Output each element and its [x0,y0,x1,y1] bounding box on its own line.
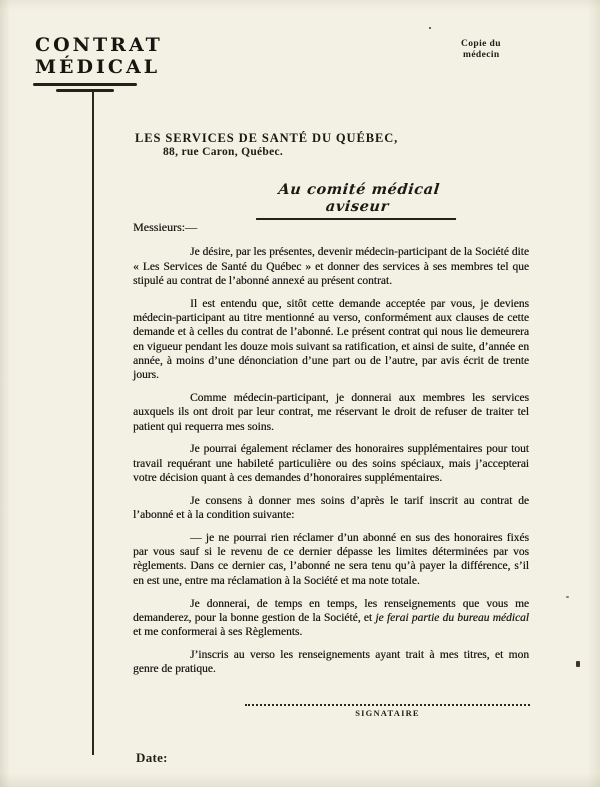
title-vertical-rule [92,91,94,755]
paragraph-terms: Il est entendu que, sitôt cette demande acceptée par vous, je deviens médecin-participant au titre mentionné au verso, conformément aux clauses de cette demande et à celles du contrat de l’abonné. Le présent contrat qui nous lie demeurera en vigueur pendant les douze mois suivant sa ratification, et ainsi de suite, d’année en année, à moins d’une dénonciation d’une part ou de l’autre, par avis écrit de trente jours. [133,297,529,382]
copy-designation-line1: Copie du [461,39,501,49]
paragraph-renseignements-part1: Je donnerai, de temps en temps, les renseignements que vous me demanderez, pour la bonne gestion de la Société, et [133,597,529,624]
scan-artifact [576,661,580,667]
salutation: Messieurs:— [133,220,197,234]
title-underline-long [33,83,137,86]
letter-body [133,220,529,685]
copy-designation [461,39,501,61]
paragraph-intent: Je désire, par les présentes, devenir médecin-participant de la Société dite « Les Services de Santé du Québec » et donner des services à ses membres tel que stipulé au contrat de l’abonné annexé au présent contrat. [133,246,529,287]
paragraph-verso: J’inscris au verso les renseignements ayant trait à mes titres, et mon genre de pratique. [133,648,529,676]
paragraph-renseignements [133,597,529,640]
signature-dotted-line [245,692,530,706]
signature-label: SIGNATAIRE [355,708,420,718]
title-underline-short [56,89,114,92]
paragraph-tarif: Je consens à donner mes soins d’après le tarif inscrit au contrat de l’abonné et à la condition suivante: [133,494,529,522]
scan-artifact [429,27,431,29]
document-title [35,34,163,78]
date-label: Date: [136,750,168,765]
scan-artifact [566,596,569,598]
organization-address: 88, rue Caron, Québec. [163,146,284,158]
copy-designation-line2: médecin [463,50,500,60]
paragraph-condition: — je ne pourrai rien réclamer d’un abonné en sus des honoraires fixés par vous sauf si le revenu de ce dernier dépasse les limites déterminées par vos règlements. Dans ce dernier cas, l’abonné ne sera tenu qu’à payer la différence, s’il en est une, entre ma réclamation à la Société et ma note totale. [133,531,529,587]
addressee-text: Au comité médical aviseur [277,181,441,215]
addressee-script-line [256,181,460,220]
paragraph-renseignements-italic: je ferai partie du bureau médical [375,611,529,624]
document-title-line1: CONTRAT [35,34,163,56]
paragraph-honoraires: Je pourrai également réclamer des honoraires supplémentaires pour tout travail requérant une habileté particulière ou des soins spéciaux, mais j’accepterai votre décision quant à ces demandes d’honoraires supplémentaires. [133,443,529,484]
paragraph-renseignements-part2: et me conformerai à ses Règlements. [133,626,303,639]
organization-name: LES SERVICES DE SANTÉ DU QUÉBEC, [135,131,399,145]
paragraph-services: Comme médecin-participant, je donnerai aux membres les services auxquels ils ont droit par leur contrat, me réservant le droit de refuser de traiter tel patient qui requerra mes soins. [133,391,529,433]
document-title-line2: MÉDICAL [35,56,161,78]
